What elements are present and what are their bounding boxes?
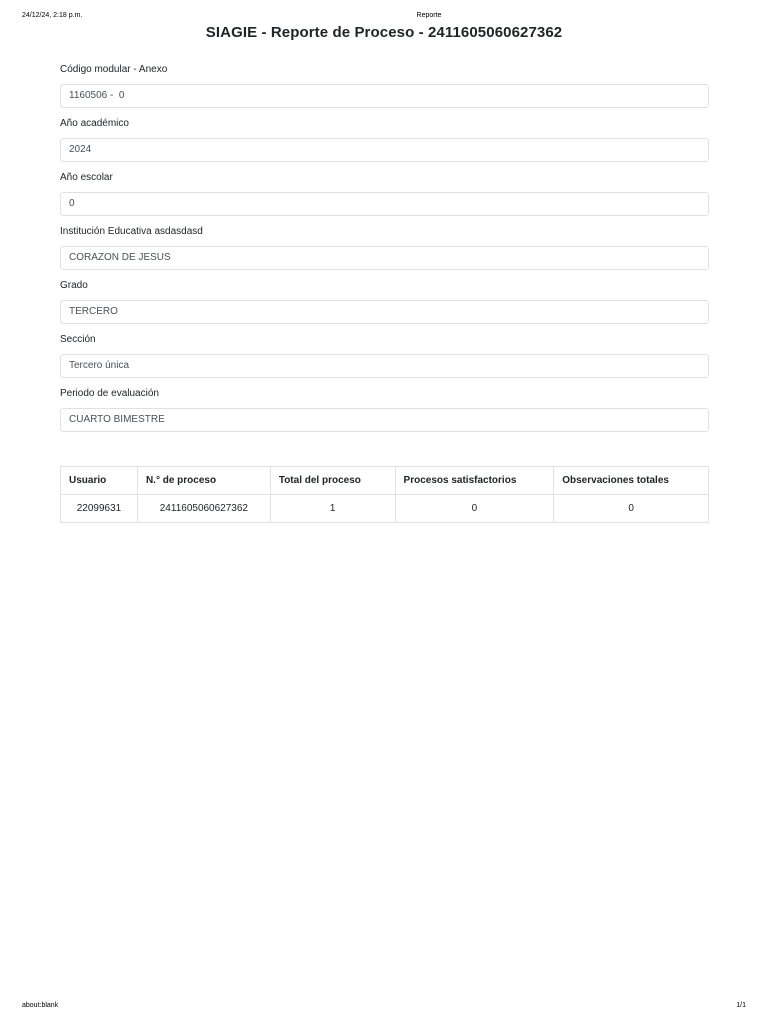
field-seccion: [60, 333, 709, 378]
table-header-row: [61, 467, 709, 495]
header-numero-proceso: N.° de proceso: [137, 467, 270, 495]
page-title: SIAGIE - Reporte de Proceso - 2411605060627362: [205, 24, 563, 41]
report-form: [60, 63, 709, 441]
header-total-proceso: Total del proceso: [270, 467, 395, 495]
field-label: Periodo de evaluación: [60, 388, 159, 399]
field-label: Año académico: [60, 118, 129, 129]
process-table: [60, 466, 709, 523]
field-label: Institución Educativa asdasdasd: [60, 226, 203, 237]
process-table-container: [60, 466, 709, 523]
field-label: Año escolar: [60, 172, 113, 183]
field-grado: [60, 279, 709, 324]
print-doc-title: Reporte: [416, 12, 442, 19]
cell-total-proceso: 1: [270, 495, 395, 523]
header-usuario: Usuario: [61, 467, 138, 495]
seccion-input[interactable]: Tercero única: [60, 354, 709, 378]
table-row: [61, 495, 709, 523]
field-anio-escolar: [60, 171, 709, 216]
anio-escolar-input[interactable]: 0: [60, 192, 709, 216]
field-label: Sección: [60, 334, 96, 345]
codigo-modular-input[interactable]: 1160506 - 0: [60, 84, 709, 108]
cell-observaciones-totales: 0: [554, 495, 709, 523]
print-page-count: 1/1: [736, 1002, 746, 1009]
field-label: Código modular - Anexo: [60, 64, 168, 75]
field-anio-academico: [60, 117, 709, 162]
print-datetime: 24/12/24, 2:18 p.m.: [22, 12, 83, 19]
header-observaciones-totales: Observaciones totales: [554, 467, 709, 495]
grado-input[interactable]: TERCERO: [60, 300, 709, 324]
cell-numero-proceso: 2411605060627362: [137, 495, 270, 523]
field-label: Grado: [60, 280, 88, 291]
print-url: about:blank: [22, 1002, 59, 1009]
field-periodo: [60, 387, 709, 432]
periodo-input[interactable]: CUARTO BIMESTRE: [60, 408, 709, 432]
field-institucion: [60, 225, 709, 270]
field-codigo-modular: [60, 63, 709, 108]
cell-usuario: 22099631: [61, 495, 138, 523]
institucion-input[interactable]: CORAZON DE JESUS: [60, 246, 709, 270]
cell-procesos-satisfactorios: 0: [395, 495, 554, 523]
anio-academico-input[interactable]: 2024: [60, 138, 709, 162]
header-procesos-satisfactorios: Procesos satisfactorios: [395, 467, 554, 495]
